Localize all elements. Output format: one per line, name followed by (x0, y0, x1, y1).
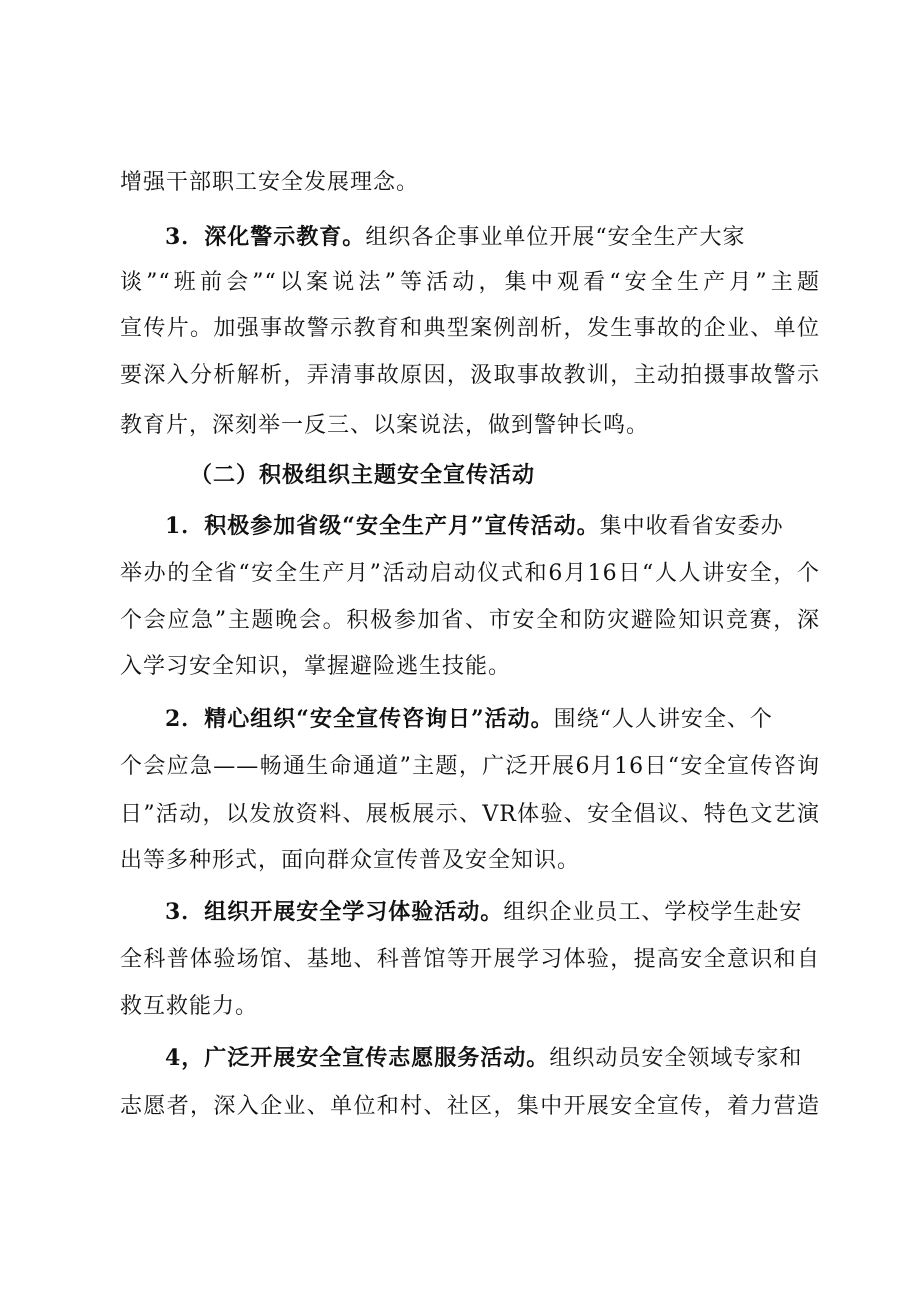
paragraph-line (120, 361, 820, 391)
paragraph-line (165, 511, 820, 542)
paragraph-line (120, 268, 820, 298)
body-text: 日”活动，以发放资料、展板展示、VR体验、安全倡议、特色文艺演 (120, 802, 820, 827)
body-text: 教育片，深刻举一反三、以案说法，做到警钟长鸣。 (120, 413, 650, 438)
body-text: 组织各企事业单位开展“安全生产大家 (365, 225, 746, 250)
paragraph-line (120, 800, 820, 830)
item-title: 4，广泛开展安全宣传志愿服务活动。 (165, 1045, 550, 1071)
paragraph-line (120, 559, 820, 589)
body-text: 救互救能力。 (120, 994, 259, 1019)
body-text: 个会应急”主题晚会。积极参加省、市安全和防灾避险知识竞赛，深 (120, 608, 820, 633)
paragraph-line (120, 752, 820, 782)
paragraph-line (165, 897, 820, 928)
body-text: 集中收看省安委办 (599, 514, 784, 539)
body-text: 入学习安全知识，掌握避险逃生技能。 (120, 654, 512, 679)
body-text: 组织动员安全领域专家和 (549, 1046, 803, 1071)
paragraph-line (120, 652, 820, 682)
paragraph-line (120, 992, 820, 1022)
item-title: 1．积极参加省级“安全生产月”宣传活动。 (165, 513, 600, 539)
paragraph-line (165, 222, 820, 253)
body-text: 要深入分析解析，弄清事故原因，汲取事故教训，主动拍摄事故警示 (120, 363, 820, 388)
body-text: 出等多种形式，面向群众宣传普及安全知识。 (120, 848, 581, 873)
paragraph-line (120, 945, 820, 975)
paragraph-line (120, 1092, 820, 1122)
body-text: 个会应急——畅通生命通道”主题，广泛开展6月16日“安全宣传咨询 (120, 754, 820, 779)
item-title: 3．组织开展安全学习体验活动。 (165, 899, 504, 925)
body-text: 志愿者，深入企业、单位和村、社区，集中开展安全宣传，着力营造 (120, 1094, 820, 1119)
body-text: 举办的全省“安全生产月”活动启动仪式和6月16日“人人讲安全，个 (120, 561, 820, 586)
item-title: 2．精心组织“安全宣传咨询日”活动。 (165, 706, 554, 732)
paragraph-line (165, 704, 820, 735)
body-text: 全科普体验场馆、基地、科普馆等开展学习体验，提高安全意识和自 (120, 947, 820, 972)
body-text: 围绕“人人讲安全、个 (553, 707, 773, 732)
paragraph-line (120, 314, 820, 344)
paragraph-line (120, 411, 820, 441)
body-text: 组织企业员工、学校学生赴安 (503, 900, 803, 925)
paragraph-line (120, 168, 820, 198)
body-text: 宣传片。加强事故警示教育和典型案例剖析，发生事故的企业、单位 (120, 316, 820, 341)
section-heading: （二）积极组织主题安全宣传活动 (190, 462, 536, 488)
paragraph-line (165, 1043, 820, 1074)
body-text: 谈”“班前会”“以案说法”等活动，集中观看“安全生产月”主题 (120, 270, 820, 295)
item-title: 3．深化警示教育。 (165, 224, 366, 250)
paragraph-line (120, 606, 820, 636)
paragraph-line (120, 846, 820, 876)
body-text: 增强干部职工安全发展理念。 (120, 170, 420, 195)
